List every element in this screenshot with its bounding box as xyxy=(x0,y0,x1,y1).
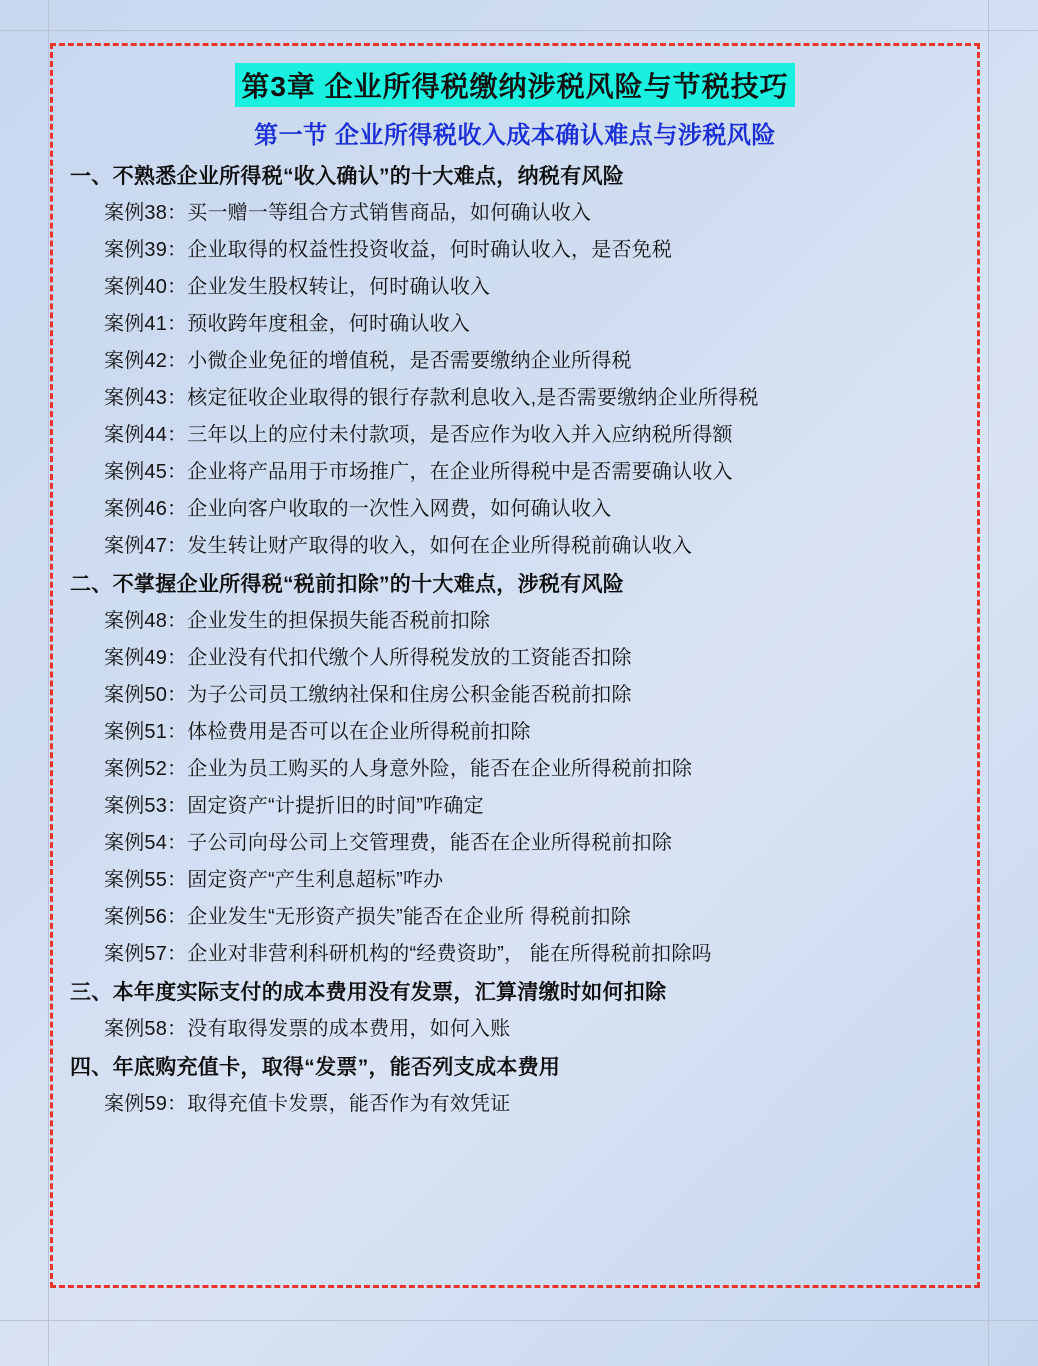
section-title: 第一节 企业所得税收入成本确认难点与涉税风险 xyxy=(254,122,776,149)
chapter-title xyxy=(68,63,962,107)
document-content xyxy=(50,43,980,1288)
list-item: 案例45：企业将产品用于市场推广，在企业所得税中是否需要确认收入 xyxy=(104,461,733,483)
list-item: 案例56：企业发生“无形资产损失”能否在企业所 得税前扣除 xyxy=(104,906,631,928)
list-item: 案例44：三年以上的应付未付款项，是否应作为收入并入应纳税所得额 xyxy=(104,424,733,446)
list-item: 案例57：企业对非营利科研机构的“经费资助”， 能在所得税前扣除吗 xyxy=(104,943,712,965)
heading-3: 三、本年度实际支付的成本费用没有发票，汇算清缴时如何扣除 xyxy=(70,981,667,1004)
list-item: 案例40：企业发生股权转让，何时确认收入 xyxy=(104,276,491,298)
list-item: 案例39：企业取得的权益性投资收益，何时确认收入，是否免税 xyxy=(104,239,673,261)
list-item: 案例48：企业发生的担保损失能否税前扣除 xyxy=(104,610,491,632)
list-item: 案例49：企业没有代扣代缴个人所得税发放的工资能否扣除 xyxy=(104,647,632,669)
list-item: 案例55：固定资产“产生利息超标”咋办 xyxy=(104,869,444,891)
list-item: 案例51：体检费用是否可以在企业所得税前扣除 xyxy=(104,721,531,743)
heading-1: 一、不熟悉企业所得税“收入确认”的十大难点，纳税有风险 xyxy=(70,165,625,188)
chapter-title-text: 第3章 企业所得税缴纳涉税风险与节税技巧 xyxy=(235,63,794,107)
list-item: 案例38：买一赠一等组合方式销售商品，如何确认收入 xyxy=(104,202,592,224)
list-item: 案例47：发生转让财产取得的收入，如何在企业所得税前确认收入 xyxy=(104,535,693,557)
list-item: 案例58：没有取得发票的成本费用，如何入账 xyxy=(104,1018,511,1040)
list-item: 案例53：固定资产“计提折旧的时间”咋确定 xyxy=(104,795,484,817)
guide-line-left xyxy=(48,0,49,1366)
list-item: 案例41：预收跨年度租金，何时确认收入 xyxy=(104,313,471,335)
guide-line-right xyxy=(988,0,989,1366)
list-item: 案例52：企业为员工购买的人身意外险，能否在企业所得税前扣除 xyxy=(104,758,693,780)
list-item: 案例54：子公司向母公司上交管理费，能否在企业所得税前扣除 xyxy=(104,832,673,854)
list-item: 案例50：为子公司员工缴纳社保和住房公积金能否税前扣除 xyxy=(104,684,632,706)
heading-2: 二、不掌握企业所得税“税前扣除”的十大难点，涉税有风险 xyxy=(70,573,625,596)
list-item: 案例43：核定征收企业取得的银行存款利息收入,是否需要缴纳企业所得税 xyxy=(104,387,759,409)
heading-4: 四、年底购充值卡，取得“发票”，能否列支成本费用 xyxy=(70,1056,561,1079)
list-item: 案例46：企业向客户收取的一次性入网费，如何确认收入 xyxy=(104,498,612,520)
list-item: 案例59：取得充值卡发票，能否作为有效凭证 xyxy=(104,1093,511,1115)
guide-line-top xyxy=(0,30,1038,31)
guide-line-bottom xyxy=(0,1320,1038,1321)
list-item: 案例42：小微企业免征的增值税，是否需要缴纳企业所得税 xyxy=(104,350,632,372)
